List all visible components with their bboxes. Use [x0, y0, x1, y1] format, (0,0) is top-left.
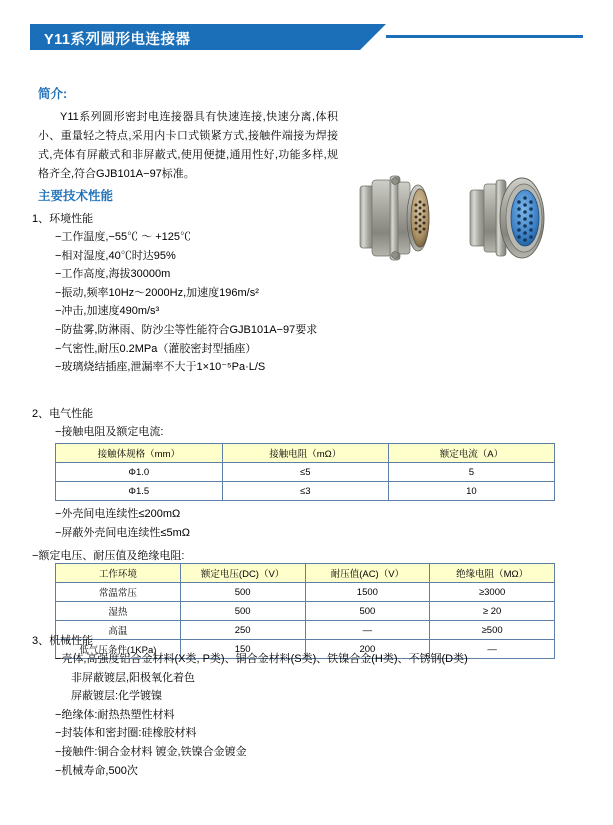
- col-contact-resistance: 接触电阻（mΩ）: [222, 444, 388, 463]
- cell: 低气压条件(1KPa): [56, 640, 181, 659]
- cell: —: [305, 621, 430, 640]
- cell: ≥ 20: [430, 602, 555, 621]
- list-item: −振动,频率10Hz～2000Hz,加速度196m/s²: [55, 286, 259, 299]
- intro-paragraph: Y11系列圆形密封电连接器具有快速连接,快速分离,体积小、重量轻之特点,采用内卡口式锁紧方式,接触件端接为焊接式,壳体有屏蔽式和非屏蔽式,使用便捷,通用性好,功能多样,规格齐全,符合GJB101A−97标准。: [38, 111, 338, 180]
- cell: —: [430, 640, 555, 659]
- cell: Φ1.0: [56, 463, 223, 482]
- cell: ≥500: [430, 621, 555, 640]
- list-item: −相对湿度,40℃时达95%: [55, 249, 176, 262]
- list-item: −防盐雾,防淋雨、防沙尘等性能符合GJB101A−97要求: [55, 323, 318, 336]
- cell: 250: [180, 621, 305, 640]
- table-row: [56, 602, 555, 621]
- table-row: [56, 463, 555, 482]
- section-2-second-caption: −额定电压、耐压值及绝缘电阻:: [32, 550, 185, 562]
- list-item: 屏蔽镀层:化学镀镍: [71, 690, 163, 703]
- connector-photo-svg: [352, 168, 582, 278]
- list-item: −气密性,耐压0.2MPa（灌胶密封型插座）: [55, 342, 257, 355]
- section-1-number: 1、: [32, 213, 50, 225]
- voltage-insulation-table: [55, 563, 555, 659]
- list-item: −玻璃烧结插座,泄漏率不大于1×10⁻⁵Pa·L/S: [55, 361, 266, 374]
- intro-heading: 简介:: [38, 87, 68, 101]
- cell: 湿热: [56, 602, 181, 621]
- section-3-items: [55, 650, 468, 780]
- list-item: −壳体,高强度铝合金材料(X类, P类)、铜合金材料(S类)、铁镍合金(H类)、不锈钢(D类): [55, 653, 468, 665]
- section-3-label: 机械性能: [49, 635, 94, 647]
- cell: ≤3: [222, 482, 388, 501]
- list-item: −封装体和密封圈:硅橡胶材料: [55, 727, 197, 740]
- cell: Φ1.5: [56, 482, 223, 501]
- cell: 200: [305, 640, 430, 659]
- section-3-title: [32, 632, 93, 650]
- list-item: −工作温度,−55℃ ～ +125℃: [55, 231, 192, 243]
- list-item: −屏蔽外壳间电连续性≤5mΩ: [55, 526, 190, 539]
- list-item: −接触件:铜合金材料 镀金,铁镍合金镀金: [55, 745, 247, 758]
- cell: 500: [180, 602, 305, 621]
- section-2-label: 电气性能: [49, 408, 94, 420]
- cell: 150: [180, 640, 305, 659]
- list-item: 非屏蔽镀层,阳极氧化着色: [71, 671, 196, 684]
- section-1-title: [32, 210, 93, 228]
- col-rated-current: 额定电流（A）: [388, 444, 554, 463]
- cell: ≤5: [222, 463, 388, 482]
- cell: 常温常压: [56, 583, 181, 602]
- col-contact-size: 接触体规格（mm）: [56, 444, 223, 463]
- cell: 500: [180, 583, 305, 602]
- list-item: −外壳间电连续性≤200mΩ: [55, 508, 181, 520]
- cell: 1500: [305, 583, 430, 602]
- performance-heading: 主要技术性能: [38, 189, 114, 203]
- cell: 10: [388, 482, 554, 501]
- col-environment: 工作环境: [56, 564, 181, 583]
- section-1-items: [55, 228, 317, 377]
- cell: 500: [305, 602, 430, 621]
- col-insulation-resistance: 绝缘电阻（MΩ）: [430, 564, 555, 583]
- cell: 5: [388, 463, 554, 482]
- section-2-title: [32, 405, 93, 423]
- list-item: −冲击,加速度490m/s³: [55, 305, 160, 318]
- section-1-label: 环境性能: [49, 213, 94, 225]
- section-2-caption: −接触电阻及额定电流:: [55, 426, 164, 438]
- list-item: −工作高度,海拔30000m: [55, 268, 171, 281]
- table-header-row: [56, 564, 555, 583]
- list-item: −机械寿命,500次: [55, 764, 138, 777]
- col-rated-voltage: 额定电压(DC)（V）: [180, 564, 305, 583]
- section-2-after-items: [55, 505, 190, 542]
- table-row: [56, 482, 555, 501]
- connector-photos: [352, 168, 582, 278]
- table-row: [56, 583, 555, 602]
- cell: ≥3000: [430, 583, 555, 602]
- banner-rule: [386, 35, 583, 38]
- section-2-number: 2、: [32, 408, 50, 420]
- cell: 高温: [56, 621, 181, 640]
- table-header-row: [56, 444, 555, 463]
- page-title: Y11系列圆形电连接器: [44, 32, 191, 48]
- col-withstand-voltage: 耐压值(AC)（V）: [305, 564, 430, 583]
- page-banner: [30, 24, 583, 50]
- banner-triangle: [360, 24, 386, 50]
- section-3-number: 3、: [32, 635, 50, 647]
- list-item: −绝缘体:耐热热塑性材料: [55, 708, 175, 721]
- contact-resistance-table: [55, 443, 555, 501]
- table-row: [56, 621, 555, 640]
